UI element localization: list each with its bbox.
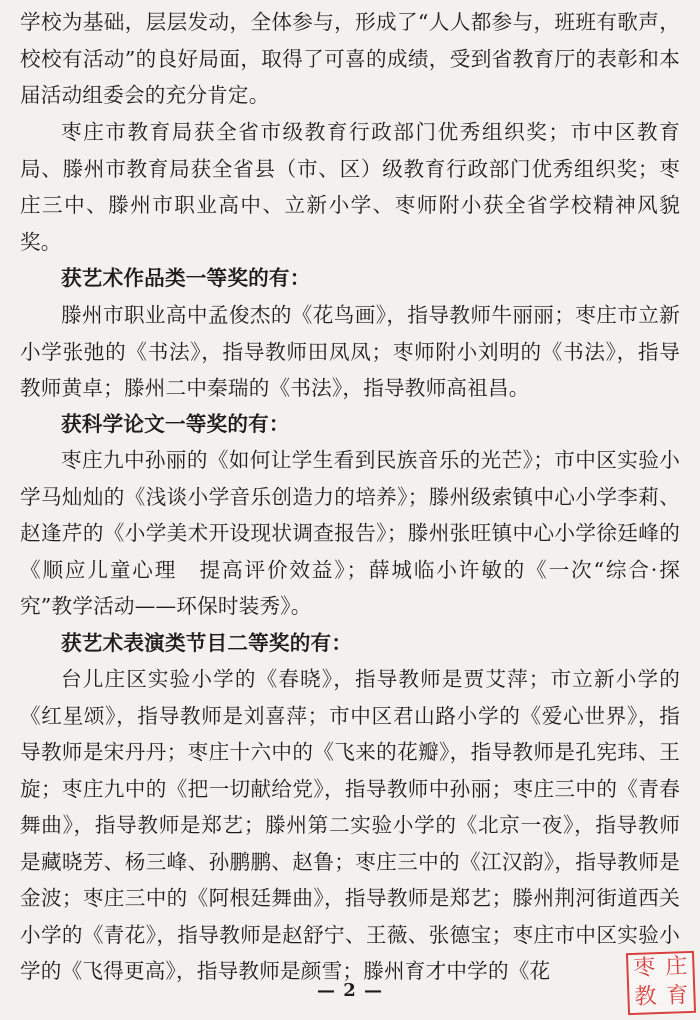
red-seal-stamp [626,951,696,1015]
paragraph-science-paper-winners: 枣庄九中孙丽的《如何让学生看到民族音乐的光芒》；市中区实验小学马灿灿的《浅谈小学音乐创造力的培养》；滕州级索镇中心小学李莉、赵逢芹的《小学美术开设现状调查报告》；滕州张旺镇中心小学徐廷峰的《顺应儿童心理 提高评价效益》；薛城临小许敏的《一次“综合·探究”教学活动——环保时装秀》。 [20,448,680,618]
paragraph-intro: 学校为基础，层层发动，全体参与，形成了“人人都参与，班班有歌声，校校有活动”的良好局面，取得了可喜的成绩，受到省教育厅的表彰和本届活动组委会的充分肯定。 [20,10,680,107]
page-number: — 2 — [316,980,384,1001]
heading-art-works-first-prize: 获艺术作品类一等奖的有： [61,266,311,290]
paragraph-organization-awards: 枣庄市教育局获全省市级教育行政部门优秀组织奖；市中区教育局、滕州市教育局获全省县（市、区）级教育行政部门优秀组织奖；枣庄三中、滕州市职业高中、立新小学、枣师附小获全省学校精神风貌奖。 [20,120,680,254]
seal-char: 育 [666,983,689,1009]
seal-char: 教 [634,984,657,1010]
heading-performance-second-prize: 获艺术表演类节目二等奖的有： [61,631,353,655]
paragraph-art-works-winners: 滕州市职业高中孟俊杰的《花鸟画》，指导教师牛丽丽；枣庄市立新小学张弛的《书法》，指导教师田凤凤；枣师附小刘明的《书法》，指导教师黄卓；滕州二中秦瑞的《书法》，指导教师高祖昌。 [20,303,680,400]
seal-char: 枣 [633,955,656,981]
paragraph-performance-winners: 台儿庄区实验小学的《春晓》，指导教师是贾艾萍；市立新小学的《红星颂》，指导教师是刘喜萍；市中区君山路小学的《爱心世界》，指导教师是宋丹丹；枣庄十六中的《飞来的花瓣》，指导教师是孔宪玮、王旋；枣庄九中的《把一切献给党》，指导教师中孙丽；枣庄三中的《青春舞曲》，指导教师是郑艺；滕州第二实验小学的《北京一夜》，指导教师是藏晓芳、杨三峰、孙鹏鹏、赵鲁；枣庄三中的《江汉韵》，指导教师是金波；枣庄三中的《阿根廷舞曲》，指导教师是郑艺；滕州荆河街道西关小学的《青花》，指导教师是赵舒宁、王薇、张德宝；枣庄市中区实验小学的《飞得更高》，指导教师是颜雪；滕州育才中学的《花 [20,667,680,983]
seal-char: 庄 [665,954,688,980]
heading-science-paper-first-prize: 获科学论文一等奖的有： [61,412,290,436]
